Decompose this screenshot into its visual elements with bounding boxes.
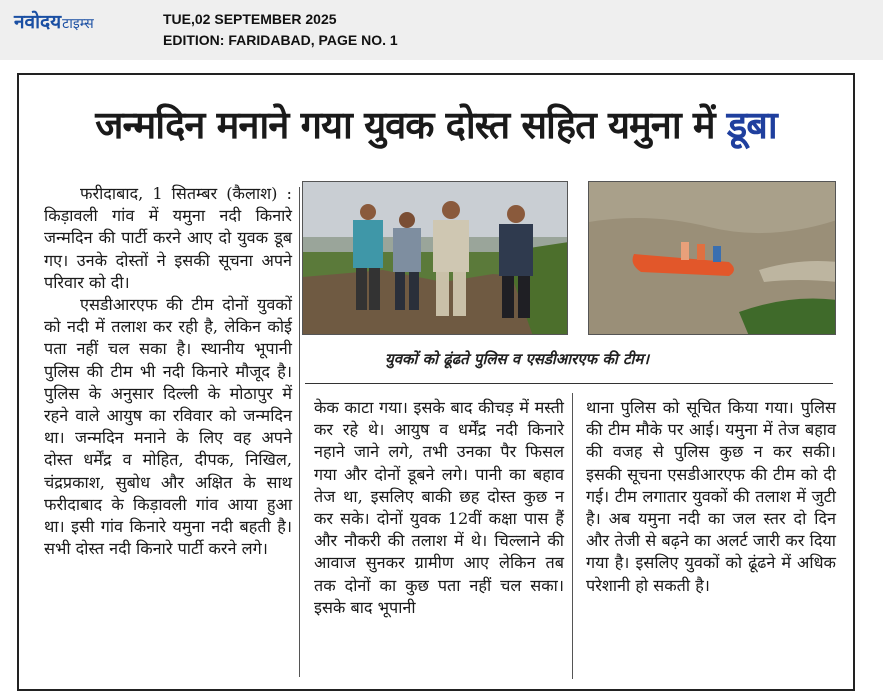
- photo-caption: युवकों को ढूंढते पुलिस व एसडीआरएफ की टीम।: [385, 350, 650, 368]
- caption-rule: [305, 383, 833, 384]
- paper-header-bar: [0, 0, 883, 60]
- article-column-2: [314, 397, 564, 619]
- photo-rescue-boat: [588, 181, 836, 335]
- edition-info: EDITION: FARIDABAD, PAGE NO. 1: [163, 32, 398, 48]
- article-paragraph-2: एसडीआरएफ की टीम दोनों युवकों को नदी में तलाश कर रही है, लेकिन कोई पता नहीं चल सका है। स्थानीय भूपानी पुलिस की टीम भी नदी किनारे मौजूद है। पुलिस के अनुसार दिल्ली के मोठापुर में रहने वाले आयुष का रविवार को जन्मदिन था। जन्मदिन मनाने के लिए वह अपने दोस्त धर्मेंद्र व मोहित, दीपक, निखिल, चंद्रप्रकाश, सुबोध और अक्षित के साथ फरीदाबाद के किड़ावली गांव आया हुआ था। इसी गांव किनारे यमुना नदी बहती है। सभी दोस्त नदी किनारे पार्टी करने लगे।: [44, 295, 292, 559]
- newspaper-logo[interactable]: [14, 8, 94, 34]
- headline-accent: डूबा: [726, 103, 777, 147]
- photo-rescue-boat-image: [589, 182, 836, 335]
- logo-main: नवोदय: [14, 11, 62, 33]
- photo-police-team: [302, 181, 568, 335]
- edition-meta: [163, 9, 398, 51]
- column-divider-2: [572, 393, 573, 679]
- logo-sub: टाइम्स: [62, 16, 94, 32]
- headline: [19, 101, 853, 149]
- article-paragraph-3: केक काटा गया। इसके बाद कीचड़ में मस्ती कर रहे थे। आयुष व धर्मेंद्र नदी किनारे नहाने जाने लगे, तभी उनका पैर फिसल गया और दोनों डूबने लगे। पानी का बहाव तेज था, इसलिए बाकी छह दोस्त कुछ न कर सके। दोनों युवक 12वीं कक्षा पास हैं और नौकरी की तलाश में थे। चिल्लाने की आवाज सुनकर ग्रामीण आए लेकिन तब तक दोनों का कुछ पता नहीं चल सका। इसके बाद भूपानी: [314, 398, 564, 617]
- photo-police-team-image: [303, 182, 568, 335]
- news-clipping: [17, 73, 855, 691]
- article-column-1: [44, 183, 292, 560]
- column-divider-1: [299, 187, 300, 677]
- article-paragraph-1: फरीदाबाद, 1 सितम्बर (कैलाश) : किड़ावली गांव में यमुना नदी किनारे जन्मदिन की पार्टी करने आए दो युवक डूब गए। उनके दोस्तों ने इसकी सूचना अपने परिवार को दी।: [44, 184, 292, 292]
- issue-date: TUE,02 SEPTEMBER 2025: [163, 11, 337, 27]
- article-paragraph-4: थाना पुलिस को सूचित किया गया। पुलिस की टीम मौके पर आई। यमुना में तेज बहाव की वजह से पुलिस कुछ न कर सकी। इसकी सूचना एसडीआरएफ की टीम को दी गई। टीम लगातार युवकों की तलाश में जुटी है। अब यमुना नदी का जल स्तर दो दिन और तेजी से बढ़ने का अलर्ट जारी कर दिया गया है। इसलिए युवकों को ढूंढने में अधिक परेशानी हो सकती है।: [586, 398, 836, 595]
- article-column-3: [586, 397, 836, 597]
- headline-main: जन्मदिन मनाने गया युवक दोस्त सहित यमुना में: [95, 103, 715, 147]
